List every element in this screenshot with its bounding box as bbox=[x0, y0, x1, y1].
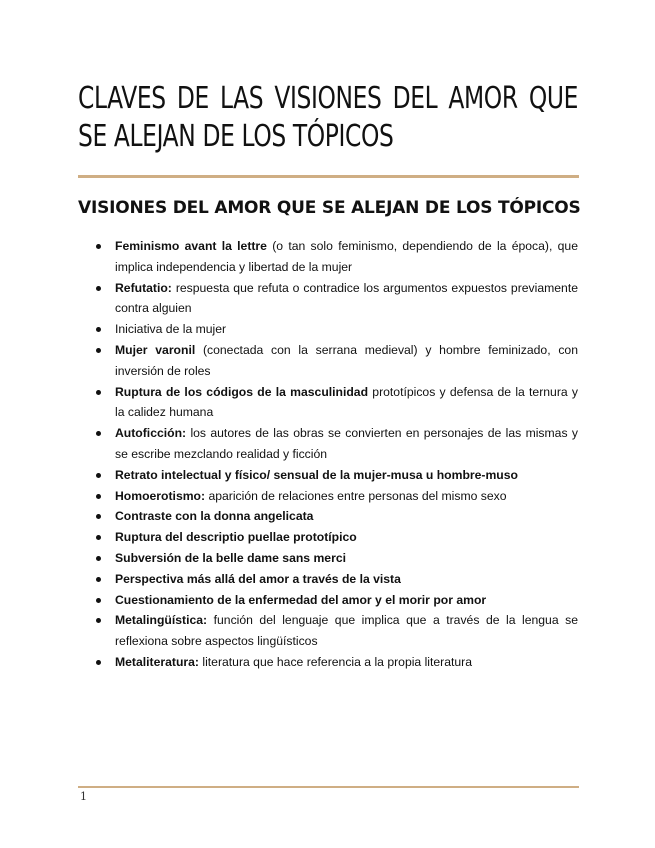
bullet-icon bbox=[96, 390, 101, 395]
list-item bbox=[94, 319, 578, 340]
item-term: Cuestionamiento de la enfermedad del amor y el morir por amor bbox=[115, 592, 487, 607]
list-item bbox=[94, 527, 578, 548]
list-item bbox=[94, 569, 578, 590]
list-item bbox=[94, 610, 578, 652]
item-term: Ruptura de los códigos de la masculinidad bbox=[115, 384, 369, 399]
bullet-icon bbox=[96, 431, 101, 436]
list-item bbox=[94, 652, 578, 673]
page-title: CLAVES DE LAS VISIONES DEL AMOR QUE SE ALEJAN DE LOS TÓPICOS bbox=[78, 81, 578, 154]
item-description: prototípicos y defensa de la ternura y la calidez humana bbox=[115, 384, 579, 420]
list-item bbox=[94, 548, 578, 569]
bullet-icon bbox=[96, 598, 101, 603]
item-term: Autoficción: bbox=[115, 426, 187, 441]
bullet-icon bbox=[96, 556, 101, 561]
item-description: respuesta que refuta o contradice los argumentos expuestos previamente contra alguien bbox=[115, 280, 578, 316]
bullet-icon bbox=[96, 327, 101, 332]
page-number: 1 bbox=[80, 790, 87, 803]
section-heading: VISIONES DEL AMOR QUE SE ALEJAN DE LOS TÓPICOS bbox=[78, 198, 581, 218]
title-divider bbox=[78, 175, 579, 178]
bullet-icon bbox=[96, 535, 101, 540]
bullet-icon bbox=[96, 348, 101, 353]
item-term: Contraste con la donna angelicata bbox=[115, 509, 314, 524]
item-description: (conectada con la serrana medieval) y hombre feminizado, con inversión de roles bbox=[115, 342, 578, 378]
bullet-icon bbox=[96, 244, 101, 249]
key-points-list bbox=[94, 236, 578, 673]
list-item bbox=[94, 236, 578, 278]
item-term: Metaliteratura: bbox=[115, 654, 199, 669]
bullet-icon bbox=[96, 473, 101, 478]
list-item bbox=[94, 590, 578, 611]
bullet-icon bbox=[96, 660, 101, 665]
bullet-icon bbox=[96, 286, 101, 291]
item-term: Homoerotismo: bbox=[115, 488, 206, 503]
list-item bbox=[94, 340, 578, 382]
bullet-icon bbox=[96, 514, 101, 519]
footer-divider bbox=[78, 786, 579, 788]
bullet-icon bbox=[96, 618, 101, 623]
item-term: Retrato intelectual y físico/ sensual de la mujer-musa u hombre-muso bbox=[115, 467, 518, 482]
list-item bbox=[94, 465, 578, 486]
item-description: Iniciativa de la mujer bbox=[115, 322, 227, 337]
item-description: función del lenguaje que implica que a través de la lengua se reflexiona sobre aspectos lingüísticos bbox=[115, 613, 578, 649]
list-item bbox=[94, 382, 578, 424]
item-description: (o tan solo feminismo, dependiendo de la época), que implica independencia y libertad de la mujer bbox=[115, 239, 578, 274]
list-item bbox=[94, 506, 578, 527]
list-item bbox=[94, 486, 578, 507]
list-item bbox=[94, 423, 578, 465]
item-term: Feminismo avant la lettre bbox=[115, 239, 267, 253]
list-item bbox=[94, 278, 578, 320]
item-term: Mujer varonil bbox=[115, 342, 196, 357]
item-term: Subversión de la belle dame sans merci bbox=[115, 550, 346, 565]
item-term: Metalingüística: bbox=[115, 613, 208, 628]
item-term: Perspectiva más allá del amor a través de la vista bbox=[115, 571, 401, 586]
item-term: Refutatio: bbox=[115, 280, 172, 295]
bullet-icon bbox=[96, 577, 101, 582]
item-term: Ruptura del descriptio puellae prototípico bbox=[115, 530, 357, 545]
item-description: literatura que hace referencia a la propia literatura bbox=[198, 654, 473, 669]
bullet-icon bbox=[96, 494, 101, 499]
item-description: los autores de las obras se convierten en personajes de las mismas y se escribe mezclando realidad y ficción bbox=[115, 426, 578, 461]
item-description: aparición de relaciones entre personas del mismo sexo bbox=[205, 488, 507, 503]
